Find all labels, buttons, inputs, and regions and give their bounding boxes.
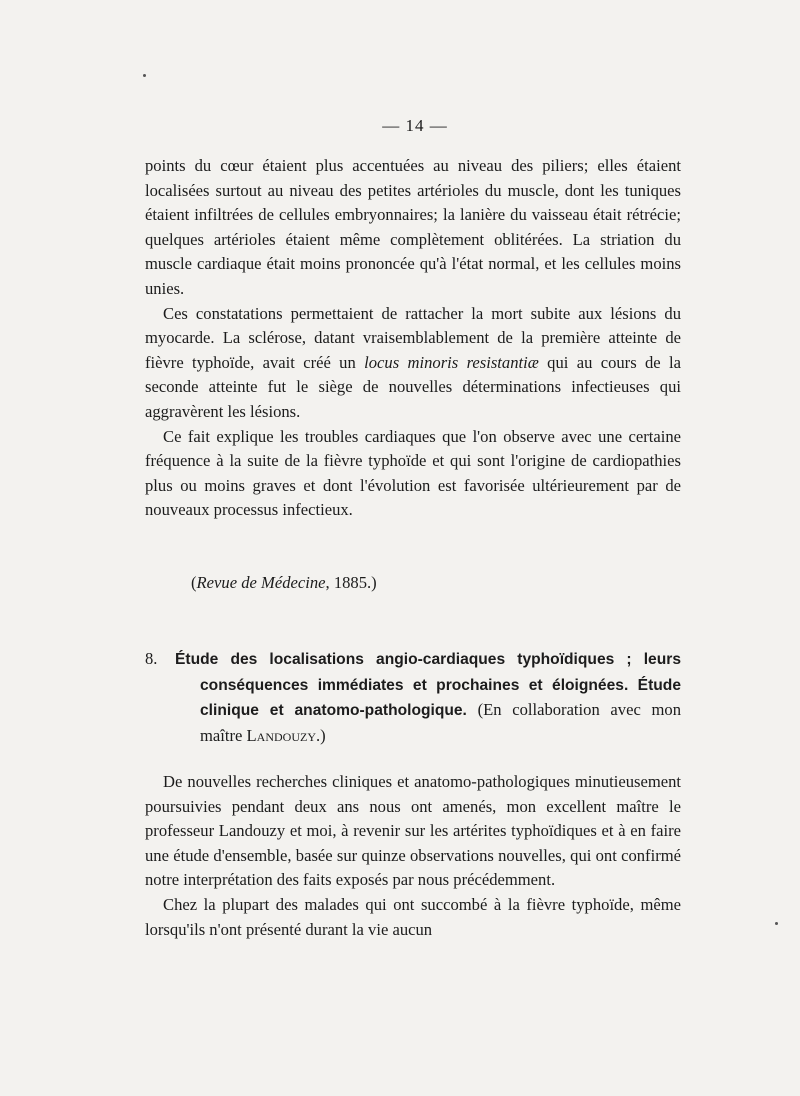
paragraph-2-text-b: qui au cours de la seconde atteinte fut le siège de nouvelles déterminations infectieuses qui aggravèrent les lésions. [145,352,681,421]
paragraph-1: points du cœur étaient plus accentuées au niveau des piliers; elles étaient localisées surtout au niveau des petites artérioles du muscle, dont les tuniques étaient infiltrées de cellules embryonnaires; la lanière du vaisseau était rétrécie; quelques artérioles étaient même complètement oblitérées. La striation du muscle cardiaque était moins prononcée qu'à l'état normal, et les cellules moins unies. [145,156,681,298]
paragraph-5: Chez la plupart des malades qui ont succombé à la fièvre typhoïde, même lorsqu'ils n'ont présenté durant la vie aucun [145,894,681,939]
page-number: — 14 — [382,116,448,135]
citation-open: ( [191,573,197,592]
paragraph-2 [145,302,681,425]
body-text-top [145,154,681,523]
entry-collaboration-end: .) [316,725,326,745]
citation-year: , 1885.) [325,573,377,592]
latin-phrase: locus minoris resistantiæ [364,352,539,372]
entry-collaboration: (En collaboration avec mon maître [200,700,681,745]
paragraph-2-text-a: Ces constatations permettaient de rattacher la mort subite aux lésions du myocarde. La sclérose, datant vraisemblablement de la première atteinte de fièvre typhoïde, avait créé un [145,303,681,372]
citation [191,571,377,595]
body-text-bottom [145,770,681,942]
paragraph-4: De nouvelles recherches cliniques et anatomo-pathologiques minutieusement poursuivies pendant deux ans nous ont amenés, mon excellent maître le professeur Landouzy et moi, à revenir sur les artérites typhoïdiques et à en faire une étude d'ensemble, basée sur quinze observations nouvelles, qui ont confirmé notre interprétation des faits exposés par nous précédemment. [145,772,681,890]
entry-collaborator-name: Landouzy [246,725,317,745]
entry-title: Étude des localisations angio-cardiaques typhoïdiques ; leurs conséquences immédiates et prochaines et éloignées. Étude clinique et anatomo-pathologique. [175,651,681,719]
paragraph-3: Ce fait explique les troubles cardiaques que l'on observe avec une certaine fréquence à la suite de la fièvre typhoïde et qui sont l'origine de cardiopathies plus ou moins graves et dont l'évolution est favorisée ultérieurement par de nouveaux processus infectieux. [145,426,681,520]
citation-journal: Revue de Médecine [196,573,326,592]
entry-number: 8. [145,649,158,668]
speck [143,74,146,77]
publication-entry [145,647,681,748]
speck [775,922,778,925]
